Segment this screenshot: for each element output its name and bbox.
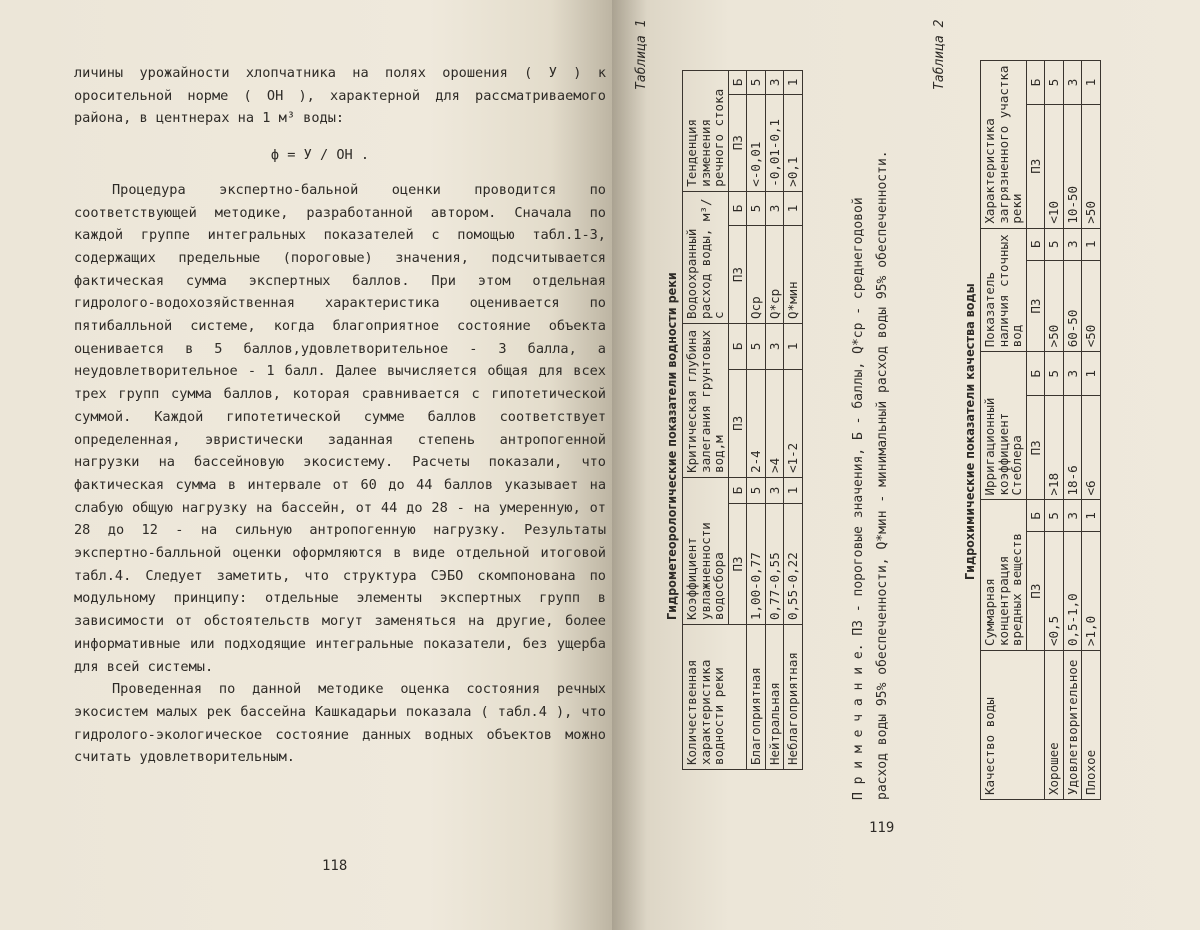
column-header: Ирригационный коэффициент Стеблера — [981, 352, 1027, 500]
cell: >50 — [1045, 260, 1064, 351]
cell: Q*мин — [784, 226, 803, 324]
row-label: Нейтральная — [765, 625, 784, 770]
row-label: Неблагоприятная — [784, 625, 803, 770]
subheader-b: Б — [728, 323, 747, 369]
cell: <-0,01 — [747, 94, 766, 191]
cell: 3 — [765, 323, 784, 369]
subheader-pz: ПЗ — [1026, 260, 1045, 351]
subheader-b: Б — [1026, 500, 1045, 532]
cell: <10 — [1045, 104, 1064, 228]
table-1 — [682, 70, 803, 770]
cell: 5 — [747, 323, 766, 369]
cell: 5 — [1045, 352, 1064, 396]
subheader-pz: ПЗ — [1026, 396, 1045, 500]
cell: 5 — [747, 191, 766, 226]
cell: 1,00-0,77 — [747, 504, 766, 625]
cell: <0,5 — [1045, 532, 1064, 651]
note-line: П р и м е ч а н и е. ПЗ - пороговые значения, Б - баллы, Q*ср - среднегодовой — [851, 197, 866, 800]
subheader-b: Б — [728, 191, 747, 226]
cell: <1-2 — [784, 369, 803, 477]
cell: 3 — [765, 191, 784, 226]
subheader-pz: ПЗ — [728, 369, 747, 477]
table-note — [847, 150, 895, 800]
cell: 1 — [1082, 352, 1101, 396]
row-label: Благоприятная — [747, 625, 766, 770]
subheader-pz: ПЗ — [728, 94, 747, 191]
cell: >18 — [1045, 396, 1064, 500]
column-header: Критическая глубина залегания грунтовых вод,м — [683, 323, 729, 477]
table-title: Гидрохимические показатели качества воды — [962, 283, 977, 580]
cell: 3 — [765, 71, 784, 95]
cell: 0,77-0,55 — [765, 504, 784, 625]
cell: 1 — [784, 323, 803, 369]
page-text — [74, 62, 606, 769]
formula: ф = У / ОН . — [270, 147, 370, 164]
subheader-pz: ПЗ — [1026, 104, 1045, 228]
subheader-b: Б — [1026, 352, 1045, 396]
subheader-pz: ПЗ — [1026, 532, 1045, 651]
cell: 3 — [1063, 61, 1082, 105]
table-2 — [980, 60, 1101, 800]
cell: 5 — [1045, 228, 1064, 260]
cell: 1 — [784, 477, 803, 503]
cell: 10-50 — [1063, 104, 1082, 228]
cell: <50 — [1082, 260, 1101, 351]
cell: >4 — [765, 369, 784, 477]
cell: 5 — [1045, 61, 1064, 105]
subheader-b: Б — [1026, 228, 1045, 260]
column-header: Тенденция изменения речного стока — [683, 71, 729, 192]
cell: >1,0 — [1082, 532, 1101, 651]
right-page — [612, 0, 1200, 930]
column-header: Суммарная концентрация вредных веществ — [981, 500, 1027, 651]
cell: 3 — [1063, 228, 1082, 260]
cell: 3 — [1063, 500, 1082, 532]
row-label: Хорошее — [1045, 651, 1064, 800]
cell: 3 — [765, 477, 784, 503]
paragraph: Проведенная по данной методике оценка состояния речных экосистем малых рек бассейна Кашкадарьи показала ( табл.4 ), что гидролого-экологическое состояние данных водных объектов можно считать удовлетворительным. — [74, 681, 606, 766]
row-label: Удовлетворительное — [1063, 651, 1082, 800]
cell: 5 — [747, 71, 766, 95]
row-label: Плохое — [1082, 651, 1101, 800]
subheader-pz: ПЗ — [728, 504, 747, 625]
cell: Q*ср — [765, 226, 784, 324]
cell: >0,1 — [784, 94, 803, 191]
cell: -0,01-0,1 — [765, 94, 784, 191]
cell: 1 — [1082, 500, 1101, 532]
cell: 0,55-0,22 — [784, 504, 803, 625]
cell: <6 — [1082, 396, 1101, 500]
cell: 1 — [1082, 228, 1101, 260]
cell: 1 — [784, 71, 803, 95]
table-row — [1063, 61, 1082, 800]
table-label: Таблица 1 — [634, 19, 649, 90]
page-number: 119 — [869, 820, 895, 836]
table-row — [765, 71, 784, 770]
table-row — [1045, 61, 1064, 800]
cell: 0,5-1,0 — [1063, 532, 1082, 651]
cell: Qср — [747, 226, 766, 324]
cell: 5 — [747, 477, 766, 503]
paragraph: Процедура экспертно-бальной оценки проводится по соответствующей методике, разработанной автором. Сначала по каждой группе интегральных показателей с помощью табл.1-3, содержащих предельные (пороговые) значения, подсчитывается фактическая сумма экспертных баллов. При этом отдельная гидролого-водохозяйственная характеристика оценивается по пятибалльной системе, когда благоприятное состояние объекта оценивается в 5 баллов,удовлетворительное - 3 балла, а неудовлетворительное - 1 балл. Далее вычисляется общая для всех трех групп сумма баллов, которая сравнивается с гипотетической суммой. Каждой гипотетической сумме баллов соответствует определенная, эвристически заданная степень антропогенной нагрузки на бассейновую экосистему. Расчеты показали, что фактическая сумма в интервале от 60 до 44 баллов указывает на слабую общую нагрузку на бассейн, от 44 до 28 - на умеренную, от 28 до 12 - на сильную антропогенную нагрузку. Результаты экспертно-балльной оценки оформляются в виде отдельной итоговой табл.4. Следует заметить, что структура СЭБО скомпонована по модульному принципу: отдельные элементы экспертных групп в зависимости от обстоятельств могут заменяться на другие, более информативные или подходящие интегральные показатели, без ущерба для всей системы. — [74, 181, 606, 675]
paragraph: личины урожайности хлопчатника на полях орошения ( У ) к оросительной норме ( ОН ), характерной для рассматриваемого района, в центнерах на 1 м³ воды: — [74, 65, 606, 127]
column-header: Количественная характеристика водности реки — [683, 625, 747, 770]
table-label: Таблица 2 — [932, 19, 947, 90]
cell: 60-50 — [1063, 260, 1082, 351]
cell: 5 — [1045, 500, 1064, 532]
cell: 3 — [1063, 352, 1082, 396]
subheader-b: Б — [728, 71, 747, 95]
page-number: 118 — [322, 858, 348, 874]
note-line: расход воды 95% обеспеченности, Q*мин - минимальный расход воды 95% обеспеченности. — [875, 150, 890, 800]
cell: 1 — [784, 191, 803, 226]
column-header: Водоохранный расход воды, м³/с — [683, 191, 729, 323]
subheader-b: Б — [728, 477, 747, 503]
subheader-b: Б — [1026, 61, 1045, 105]
table-row — [784, 71, 803, 770]
cell: 2-4 — [747, 369, 766, 477]
rotated-content — [622, 0, 1187, 860]
column-header: Показатель наличия сточных вод — [981, 228, 1027, 352]
column-header: Качество воды — [981, 651, 1045, 800]
column-header: Коэффициент увлажненности водосбора — [683, 477, 729, 624]
column-header: Характеристика загрязненного участка реки — [981, 61, 1027, 229]
cell: 1 — [1082, 61, 1101, 105]
cell: >50 — [1082, 104, 1101, 228]
subheader-pz: ПЗ — [728, 226, 747, 324]
cell: 18-6 — [1063, 396, 1082, 500]
table-row — [1082, 61, 1101, 800]
table-title: Гидрометеорологические показатели водности реки — [664, 272, 679, 620]
table-row — [747, 71, 766, 770]
